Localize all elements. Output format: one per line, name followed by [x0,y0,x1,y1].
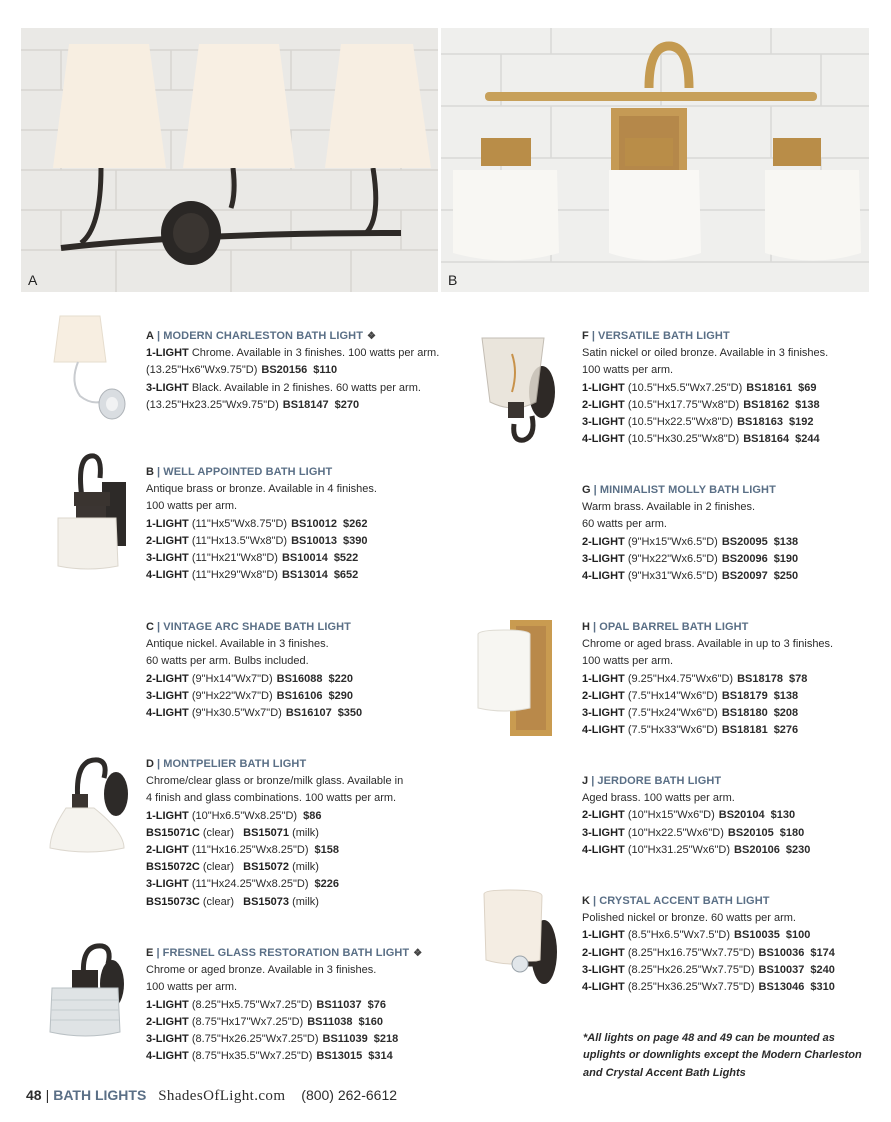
light-count: 2-LIGHT [146,672,189,685]
spec-line [582,705,877,722]
spec-line [582,397,877,414]
spec-line [582,722,877,739]
sku-code: BS15073 [243,895,289,908]
dimensions: (9"Hx30.5"Wx7"D) [191,707,282,720]
sku-code: BS20106 [734,843,780,856]
spec-line: Antique nickel. Available in 3 finishes. [146,638,329,651]
sku-code: BS20156 [261,364,308,377]
spec-line [146,362,456,379]
sku-code: BS13014 [281,569,328,582]
spec-line [146,1048,456,1065]
sku-code: BS20095 [721,535,768,548]
light-count: 1-LIGHT [146,347,189,360]
spec-line [582,414,877,431]
light-count: 2-LIGHT [582,689,625,702]
price: $190 [773,552,799,565]
dimensions: (8.75"Hx35.5"Wx7.25"D) [191,1050,313,1063]
sku-code: BS11039 [322,1033,368,1046]
modern-charleston-photo [21,28,438,292]
product-letter: K [582,895,591,907]
price: $262 [342,517,368,530]
spec-line [582,979,877,996]
price: $130 [770,809,796,822]
sku-code: BS13046 [758,981,805,994]
price: $138 [795,398,820,411]
light-count: 1-LIGHT [146,517,189,530]
spec-line [582,671,877,688]
title-separator: | [593,621,597,633]
footer-separator: | [45,1087,50,1103]
product-name: MONTPELIER BATH LIGHT [163,758,307,770]
sku-code: BS18178 [737,672,783,685]
product-letter: F [582,330,589,342]
price: $100 [785,929,811,942]
dimensions: (11"Hx16.25"Wx8.25"D) [191,844,309,857]
thumb-versatile [478,332,558,444]
title-separator: | [157,621,161,633]
price: $230 [785,843,811,856]
product-title [146,619,456,636]
sku-code: BS18164 [743,433,790,446]
product-letter: J [582,775,589,787]
spec-line [146,842,456,859]
spec-line: 100 watts per arm. [146,981,238,994]
diamond-icon: ❖ [413,948,423,959]
product-j-jerdore [582,773,877,859]
sku-code: BS11037 [316,998,362,1011]
spec-line [582,551,877,568]
title-separator: | [593,484,597,496]
dimensions: (10"Hx15"Wx6"D) [627,809,715,822]
spec-line: Aged brass. 100 watts per arm. [582,792,735,805]
mounting-footnote: *All lights on page 48 and 49 can be mounted as uplights or downlights except the Modern Charleston and Crystal Accent Bath Lights [583,1032,862,1079]
hero-image-b [441,28,869,292]
price: $86 [303,809,322,822]
dimensions: (8.25"Hx36.25"Wx7.75"D) [627,981,755,994]
hero-label-a: A [28,272,38,288]
product-name: VINTAGE ARC SHADE BATH LIGHT [163,621,351,633]
product-name: JERDORE BATH LIGHT [597,775,722,787]
dimensions: (10.5"Hx5.5"Wx7.25"D) [627,381,743,394]
product-b-well-appointed [146,464,456,584]
spec-line [146,859,456,876]
product-name: FRESNEL GLASS RESTORATION BATH LIGHT [162,947,410,959]
spec-line: 4 finish and glass combinations. 100 watts per arm. [146,792,397,805]
light-count: 2-LIGHT [146,534,189,547]
light-count: 3-LIGHT [582,826,625,839]
price: $218 [373,1033,399,1046]
spec-line [582,431,877,448]
thumb-crystal-accent [478,888,560,996]
spec-line [146,345,456,362]
dimensions: (7.5"Hx14"Wx6"D) [627,689,718,702]
spec-line [146,876,456,893]
light-count: 3-LIGHT [146,878,189,891]
spec-line: 100 watts per arm. [582,364,674,377]
spec-line [146,671,456,688]
title-separator: | [591,330,596,342]
product-title [146,945,456,962]
dimensions: Black. Available in 2 finishes. 60 watts per arm. [191,381,421,394]
dimensions: (11"Hx13.5"Wx8"D) [191,534,288,547]
light-count: 2-LIGHT [582,398,625,411]
dimensions: (10"Hx31.25"Wx6"D) [627,843,731,856]
product-g-minimalist-molly [582,482,877,585]
product-title [582,482,877,499]
dimensions: (9.25"Hx4.75"Wx6"D) [627,672,734,685]
glass-note: (clear) [202,861,235,874]
spec-line: Antique brass or bronze. Available in 4 finishes. [146,483,377,496]
spec-line [582,688,877,705]
dimensions: (7.5"Hx24"Wx6"D) [627,707,718,720]
price: $208 [773,707,799,720]
sku-code: BS10014 [281,552,328,565]
spec-line [146,550,456,567]
spec-line: Warm brass. Available in 2 finishes. [582,501,756,514]
sku-code: BS10035 [734,929,780,942]
product-name: MINIMALIST MOLLY BATH LIGHT [599,484,776,496]
dimensions: (9"Hx14"Wx7"D) [191,672,273,685]
spec-line [582,927,877,944]
product-name: WELL APPOINTED BATH LIGHT [163,466,333,478]
price: $192 [788,416,814,429]
dimensions: (13.25"Hx6"Wx9.75"D) [146,364,258,377]
spec-line: Chrome or aged brass. Available in up to 3 finishes. [582,638,834,651]
title-separator: | [593,895,597,907]
thumb-fresnel-glass [44,940,130,1040]
price: $220 [328,672,353,685]
product-title [146,756,456,773]
glass-note: (milk) [292,826,319,839]
dimensions: (10"Hx6.5"Wx8.25"D) [191,809,298,822]
product-e-fresnel-glass [146,945,456,1065]
light-count: 2-LIGHT [146,1015,189,1028]
product-letter: H [582,621,591,633]
glass-note: (clear) [202,826,235,839]
light-count: 2-LIGHT [146,844,189,857]
hero-label-b: B [448,272,458,288]
sku-code: BS20096 [721,552,768,565]
dimensions: Chrome. Available in 3 finishes. 100 watts per arm. [191,347,440,360]
spec-line: 100 watts per arm. [146,500,238,513]
dimensions: (9"Hx22"Wx7"D) [191,689,273,702]
spec-line [146,1031,456,1048]
spec-line [146,397,456,414]
spec-line [146,567,456,584]
title-separator: | [157,466,161,478]
phone-number: (800) 262-6612 [301,1087,398,1103]
sku-code: BS18147 [282,398,329,411]
light-count: 1-LIGHT [582,929,625,942]
product-title [582,619,877,636]
product-letter: A [146,330,155,342]
sku-code: BS18162 [743,398,790,411]
sku-code: BS20105 [727,826,774,839]
glass-note: (clear) [202,895,235,908]
light-count: 1-LIGHT [582,672,625,685]
glass-note: (milk) [292,861,319,874]
thumb-well-appointed [52,448,128,572]
sku-code: BS13015 [316,1050,363,1063]
light-count: 4-LIGHT [582,981,625,994]
sku-code: BS15071 [243,826,289,839]
dimensions: (10.5"Hx30.25"Wx8"D) [627,433,740,446]
product-k-crystal-accent [582,893,877,996]
dimensions: (10"Hx22.5"Wx6"D) [627,826,724,839]
spec-line [146,516,456,533]
title-separator: | [157,330,161,342]
price: $138 [773,535,799,548]
price: $310 [810,981,835,994]
price: $78 [788,672,808,685]
product-letter: B [146,466,155,478]
sku-code: BS20097 [721,570,768,583]
spec-line [582,807,877,824]
sku-code: BS15071C [146,826,200,839]
light-count: 3-LIGHT [582,416,625,429]
spec-line [146,1014,456,1031]
product-name: CRYSTAL ACCENT BATH LIGHT [599,895,770,907]
sku-code: BS18181 [721,724,768,737]
product-name: VERSATILE BATH LIGHT [598,330,730,342]
title-separator: | [157,758,161,770]
spec-line: 60 watts per arm. [582,518,667,531]
sku-code: BS20104 [718,809,765,822]
spec-line [582,842,877,859]
spec-line: 100 watts per arm. [582,655,674,668]
dimensions: (8.25"Hx5.75"Wx7.25"D) [191,998,313,1011]
spec-line [582,962,877,979]
sku-code: BS18163 [737,416,783,429]
spec-line [146,380,456,397]
light-count: 4-LIGHT [582,724,625,737]
sku-code: BS11038 [307,1015,353,1028]
product-title [582,893,877,910]
product-title [146,464,456,481]
sku-code: BS10037 [758,963,805,976]
sku-code: BS16107 [285,707,332,720]
light-count: 3-LIGHT [582,963,625,976]
spec-line [146,894,456,911]
light-count: 1-LIGHT [146,809,189,822]
dimensions: (8.25"Hx26.25"Wx7.75"D) [627,963,755,976]
price: $522 [333,552,359,565]
dimensions: (8.75"Hx26.25"Wx7.25"D) [191,1033,319,1046]
diamond-icon: ❖ [367,331,377,342]
spec-line [146,808,456,825]
light-count: 3-LIGHT [146,1033,189,1046]
product-letter: G [582,484,591,496]
price: $270 [334,398,360,411]
light-count: 4-LIGHT [582,570,625,583]
dimensions: (11"Hx5"Wx8.75"D) [191,517,288,530]
product-letter: E [146,947,154,959]
page-number: 48 [26,1087,42,1103]
page-footer [26,1087,397,1105]
price: $314 [368,1050,393,1063]
sku-code: BS10012 [291,517,337,530]
dimensions: (9"Hx22"Wx6.5"D) [627,552,718,565]
spec-line [582,534,877,551]
sku-code: BS18180 [721,707,768,720]
spec-line: Chrome or aged bronze. Available in 3 finishes. [146,964,377,977]
product-d-montpelier [146,756,456,911]
price: $226 [314,878,339,891]
light-count: 3-LIGHT [146,689,189,702]
price: $158 [314,844,339,857]
dimensions: (7.5"Hx33"Wx6"D) [627,724,718,737]
thumb-montpelier [44,752,132,856]
product-name: MODERN CHARLESTON BATH LIGHT [163,330,364,342]
price: $652 [333,569,359,582]
title-separator: | [156,947,160,959]
sku-code: BS10036 [758,946,805,959]
sku-code: BS18161 [746,381,793,394]
product-name: OPAL BARREL BATH LIGHT [599,621,749,633]
product-title [582,773,877,790]
product-f-versatile [582,328,877,448]
product-letter: C [146,621,155,633]
product-letter: D [146,758,155,770]
hero-image-a [21,28,438,292]
well-appointed-photo [441,28,869,292]
glass-note: (milk) [292,895,319,908]
title-separator: | [591,775,595,787]
dimensions: (10.5"Hx22.5"Wx8"D) [627,416,734,429]
spec-line [146,688,456,705]
price: $390 [342,534,368,547]
product-a-modern-charleston [146,328,456,414]
spec-line [582,945,877,962]
price: $174 [810,946,835,959]
website[interactable]: ShadesOfLight.com [158,1088,286,1104]
light-count: 4-LIGHT [146,569,189,582]
sku-code: BS16106 [276,689,323,702]
thumb-modern-charleston [50,312,128,428]
sku-code: BS15073C [146,895,200,908]
price: $244 [795,433,820,446]
price: $138 [773,689,799,702]
light-count: 3-LIGHT [146,381,189,394]
light-count: 2-LIGHT [582,809,625,822]
dimensions: (11"Hx21"Wx8"D) [191,552,278,565]
dimensions: (8.25"Hx16.75"Wx7.75"D) [627,946,755,959]
spec-line: 60 watts per arm. Bulbs included. [146,655,309,668]
section-title: BATH LIGHTS [53,1087,147,1103]
spec-line [582,825,877,842]
price: $76 [367,998,387,1011]
dimensions: (9"Hx31"Wx6.5"D) [627,570,718,583]
spec-line: Polished nickel or bronze. 60 watts per arm. [582,912,796,925]
sku-code: BS15072C [146,861,200,874]
dimensions: (8.75"Hx17"Wx7.25"D) [191,1015,304,1028]
dimensions: (8.5"Hx6.5"Wx7.5"D) [627,929,731,942]
light-count: 4-LIGHT [146,1050,189,1063]
price: $160 [358,1015,383,1028]
light-count: 4-LIGHT [582,433,625,446]
spec-line: Satin nickel or oiled bronze. Available in 3 finishes. [582,347,829,360]
product-c-vintage-arc-shade [146,619,456,722]
dimensions: (11"Hx24.25"Wx8.25"D) [191,878,309,891]
light-count: 4-LIGHT [582,843,625,856]
light-count: 2-LIGHT [582,946,625,959]
product-title [582,328,877,345]
light-count: 3-LIGHT [146,552,189,565]
light-count: 1-LIGHT [146,998,189,1011]
price: $290 [328,689,353,702]
light-count: 4-LIGHT [146,707,189,720]
spec-line [146,825,456,842]
thumb-opal-barrel [474,616,558,740]
price: $180 [779,826,805,839]
dimensions: (9"Hx15"Wx6.5"D) [627,535,718,548]
spec-line [146,533,456,550]
product-h-opal-barrel [582,619,877,739]
price: $350 [337,707,363,720]
price: $276 [773,724,799,737]
dimensions: (13.25"Hx23.25"Wx9.75"D) [146,398,279,411]
sku-code: BS16088 [276,672,323,685]
light-count: 3-LIGHT [582,707,625,720]
price: $110 [313,364,338,377]
sku-code: BS15072 [243,861,289,874]
sku-code: BS18179 [721,689,768,702]
spec-line [582,568,877,585]
spec-line [582,380,877,397]
spec-line [146,997,456,1014]
product-title [146,328,456,345]
sku-code: BS10013 [291,534,337,547]
light-count: 2-LIGHT [582,535,625,548]
price: $240 [810,963,835,976]
price: $250 [773,570,799,583]
dimensions: (11"Hx29"Wx8"D) [191,569,278,582]
dimensions: (10.5"Hx17.75"Wx8"D) [627,398,740,411]
price: $69 [798,381,817,394]
spec-line: Chrome/clear glass or bronze/milk glass. Available in [146,775,404,788]
light-count: 1-LIGHT [582,381,625,394]
spec-line [146,705,456,722]
light-count: 3-LIGHT [582,552,625,565]
